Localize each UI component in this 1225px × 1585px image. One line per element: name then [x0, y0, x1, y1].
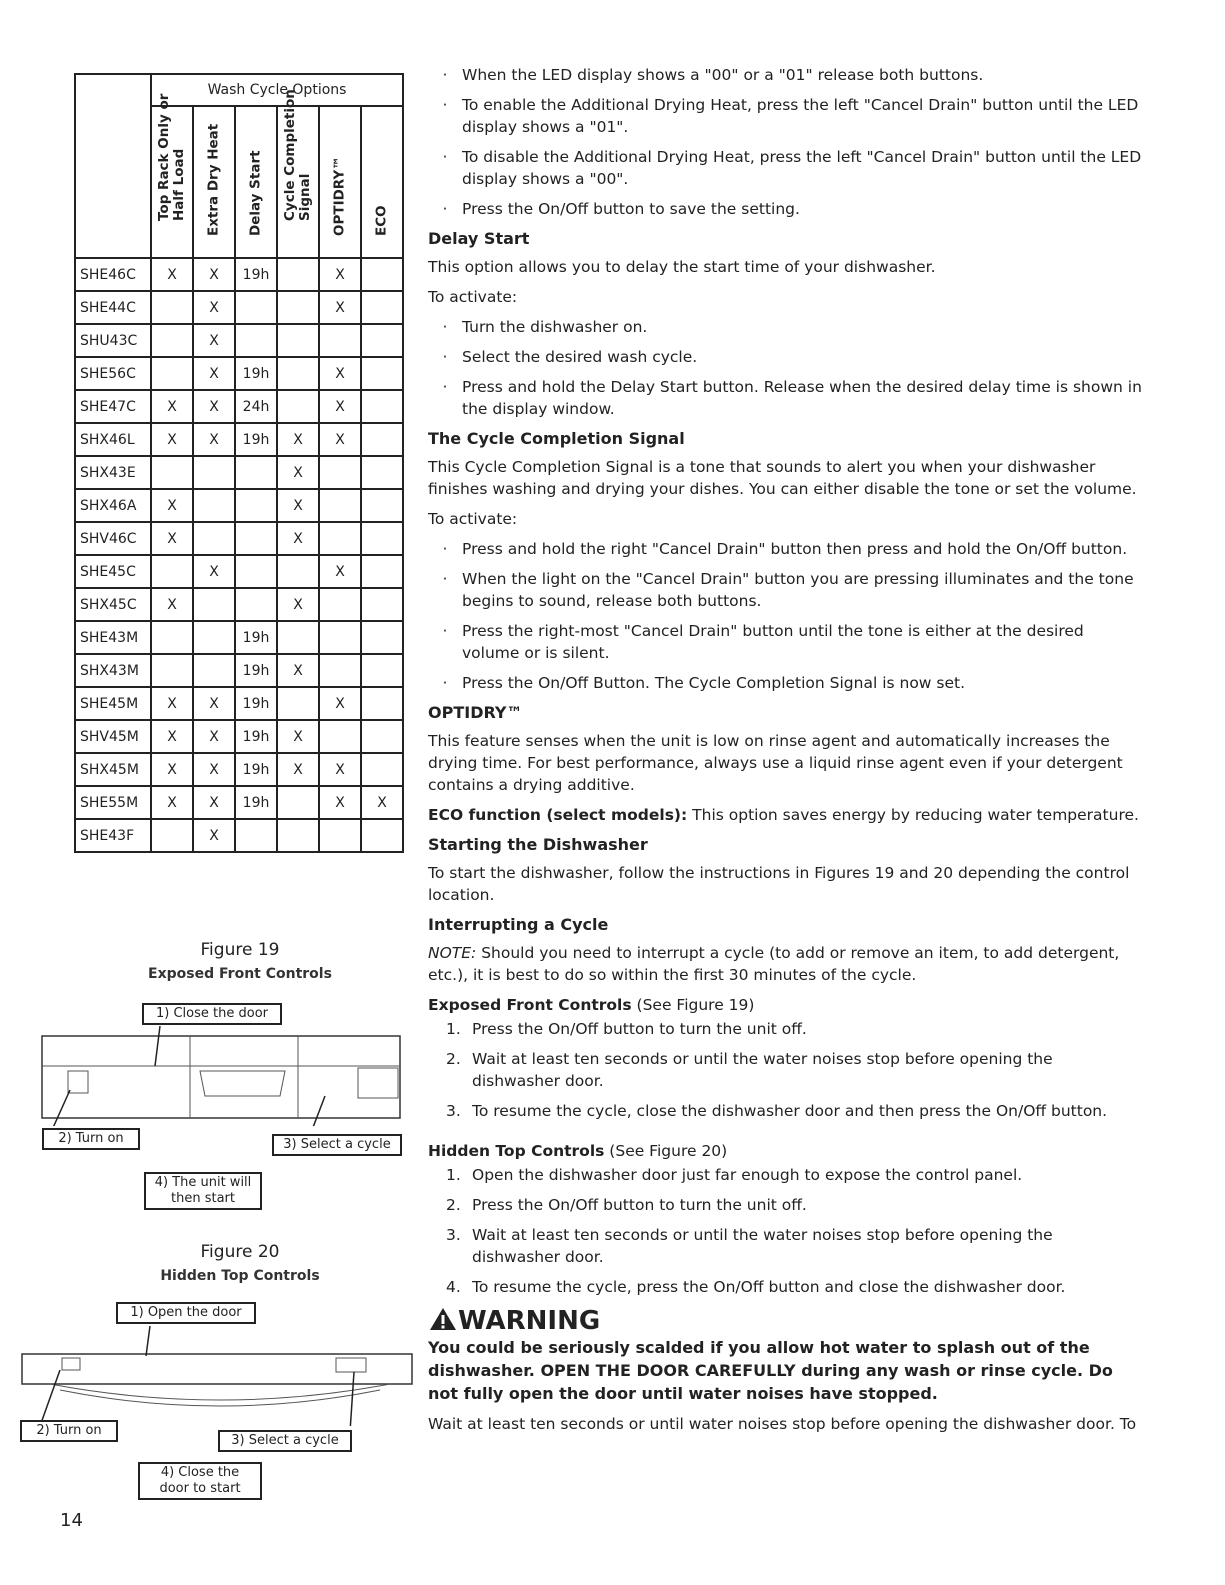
option-cell — [151, 357, 193, 390]
eco-paragraph — [428, 804, 1143, 826]
option-cell — [235, 522, 277, 555]
option-cell — [277, 258, 319, 291]
warning-triangle-icon — [428, 1306, 458, 1332]
option-cell — [277, 555, 319, 588]
option-cell: 19h — [235, 753, 277, 786]
column-header-1: Extra Dry Heat — [193, 106, 235, 258]
table-row — [75, 588, 403, 621]
option-cell: 19h — [235, 654, 277, 687]
hidden-step-2: 2. Press the On/Off button to turn the unit off. — [446, 1196, 807, 1214]
option-cell — [319, 720, 361, 753]
option-cell — [319, 621, 361, 654]
option-cell: X — [277, 654, 319, 687]
option-cell — [193, 654, 235, 687]
column-header-5: ECO — [361, 106, 403, 258]
fig19-callout-unit-starts-line2: then start — [171, 1191, 235, 1206]
option-cell: X — [151, 258, 193, 291]
option-cell: 19h — [235, 687, 277, 720]
figure-19-subtitle: Exposed Front Controls — [148, 966, 332, 982]
option-cell — [235, 489, 277, 522]
option-cell: 19h — [235, 621, 277, 654]
option-cell — [235, 588, 277, 621]
exposed-step-2: 2. Wait at least ten seconds or until the water noises stop before opening the dishwasher door. — [446, 1050, 1053, 1090]
table-row — [75, 291, 403, 324]
table-row — [75, 687, 403, 720]
fig19-callout-select-cycle: 3) Select a cycle — [272, 1134, 402, 1156]
option-cell — [277, 390, 319, 423]
model-cell: SHX46A — [75, 489, 151, 522]
option-cell: X — [193, 819, 235, 852]
option-cell: X — [151, 720, 193, 753]
option-cell — [151, 819, 193, 852]
figure-20-caption — [80, 1242, 400, 1284]
hidden-step-3: 3. Wait at least ten seconds or until the water noises stop before opening the dishwasher door. — [446, 1226, 1053, 1266]
fig20-callout-close-to-start — [138, 1462, 262, 1500]
table-row — [75, 489, 403, 522]
fig19-callout-unit-starts-line1: 4) The unit will — [154, 1175, 252, 1190]
bullet-disable-drying-heat: · To disable the Additional Drying Heat, press the left "Cancel Drain" button until the LED display shows a "00". — [442, 148, 1142, 188]
option-cell — [319, 588, 361, 621]
option-cell: X — [193, 786, 235, 819]
option-cell — [319, 489, 361, 522]
option-cell — [235, 819, 277, 852]
option-cell — [151, 555, 193, 588]
heading-starting-dishwasher: Starting the Dishwasher — [428, 835, 648, 854]
exposed-controls-heading: Exposed Front Controls (See Figure 19) — [428, 996, 755, 1014]
table-row — [75, 390, 403, 423]
option-cell — [151, 291, 193, 324]
option-cell — [361, 324, 403, 357]
figure-19-control-panel-drawing — [40, 1026, 402, 1126]
option-cell: X — [319, 786, 361, 819]
option-cell — [193, 522, 235, 555]
option-cell: X — [361, 786, 403, 819]
option-cell: X — [319, 258, 361, 291]
option-cell — [361, 621, 403, 654]
option-cell — [277, 291, 319, 324]
option-cell — [319, 456, 361, 489]
page-number: 14 — [60, 1510, 83, 1531]
option-cell: X — [193, 423, 235, 456]
option-cell: X — [277, 456, 319, 489]
option-cell: X — [277, 720, 319, 753]
option-cell: 19h — [235, 423, 277, 456]
option-cell — [361, 654, 403, 687]
model-cell: SHV45M — [75, 720, 151, 753]
note-text: Should you need to interrupt a cycle (to add or remove an item, to add detergent, etc.), it is best to do so within the first 30 minutes of the cycle. — [428, 944, 1120, 984]
interrupt-note — [428, 942, 1143, 986]
option-cell — [319, 522, 361, 555]
figure-20-subtitle: Hidden Top Controls — [160, 1268, 320, 1284]
bullet-hold-delay: · Press and hold the Delay Start button. Release when the desired delay time is shown in the display window. — [442, 378, 1142, 418]
option-cell — [319, 324, 361, 357]
heading-optidry: OPTIDRY™ — [428, 703, 523, 722]
option-cell — [193, 489, 235, 522]
option-cell: 19h — [235, 258, 277, 291]
model-cell: SHE45C — [75, 555, 151, 588]
option-cell — [277, 357, 319, 390]
bullet-enable-drying-heat: · To enable the Additional Drying Heat, press the left "Cancel Drain" button until the LED display shows a "01". — [442, 96, 1139, 136]
option-cell: X — [193, 390, 235, 423]
model-cell: SHE45M — [75, 687, 151, 720]
option-cell: X — [277, 423, 319, 456]
fig20-callout-select-cycle: 3) Select a cycle — [218, 1430, 352, 1452]
column-header-2: Delay Start — [235, 106, 277, 258]
model-cell: SHE55M — [75, 786, 151, 819]
model-cell: SHE46C — [75, 258, 151, 291]
fig19-callout-unit-starts — [144, 1172, 262, 1210]
table-corner-cell — [75, 74, 151, 258]
option-cell — [361, 588, 403, 621]
model-cell: SHX45M — [75, 753, 151, 786]
option-cell: 24h — [235, 390, 277, 423]
hidden-step-1: 1. Open the dishwasher door just far enough to expose the control panel. — [446, 1166, 1023, 1184]
instructions-column — [428, 64, 1143, 1443]
bullet-turn-on: · Turn the dishwasher on. — [442, 318, 648, 336]
option-cell — [361, 753, 403, 786]
option-cell: X — [319, 753, 361, 786]
signal-description: This Cycle Completion Signal is a tone that sounds to alert you when your dishwasher finishes washing and drying your dishes. You can either disable the tone or set the volume. — [428, 458, 1137, 498]
option-cell: X — [193, 291, 235, 324]
option-cell — [361, 720, 403, 753]
model-cell: SHE47C — [75, 390, 151, 423]
model-cell: SHE43M — [75, 621, 151, 654]
bullet-save-setting: · Press the On/Off button to save the setting. — [442, 200, 800, 218]
option-cell — [151, 654, 193, 687]
warning-heading: WARNING — [428, 1306, 1143, 1332]
option-cell: X — [193, 324, 235, 357]
option-cell — [235, 555, 277, 588]
exposed-step-3: 3. To resume the cycle, close the dishwasher door and then press the On/Off button. — [446, 1102, 1108, 1120]
option-cell: X — [193, 555, 235, 588]
model-cell: SHX43E — [75, 456, 151, 489]
table-row — [75, 258, 403, 291]
option-cell — [277, 687, 319, 720]
option-cell — [235, 291, 277, 324]
option-cell — [235, 456, 277, 489]
fig20-callout-close-line1: 4) Close the — [160, 1465, 240, 1480]
warning-scald-text: You could be seriously scalded if you allow hot water to splash out of the dishwasher. OPEN THE DOOR CAREFULLY during any wash or rinse cycle. Do not fully open the door until water noises have stopped. — [428, 1338, 1113, 1403]
exposed-step-1: 1. Press the On/Off button to turn the unit off. — [446, 1020, 807, 1038]
starting-description: To start the dishwasher, follow the instructions in Figures 19 and 20 depending the control location. — [428, 864, 1130, 904]
table-row — [75, 357, 403, 390]
model-cell: SHE44C — [75, 291, 151, 324]
column-header-4: OPTIDRY™ — [319, 106, 361, 258]
table-row — [75, 753, 403, 786]
option-cell — [319, 654, 361, 687]
bullet-signal-4: · Press the On/Off Button. The Cycle Completion Signal is now set. — [442, 674, 966, 692]
option-cell: X — [151, 423, 193, 456]
table-body — [75, 258, 403, 852]
hidden-controls-heading: Hidden Top Controls (See Figure 20) — [428, 1142, 728, 1160]
option-cell: X — [193, 753, 235, 786]
model-cell: SHX46L — [75, 423, 151, 456]
eco-description: This option saves energy by reducing water temperature. — [687, 806, 1139, 824]
option-cell — [361, 456, 403, 489]
option-cell — [361, 390, 403, 423]
optidry-description: This feature senses when the unit is low on rinse agent and automatically increases the drying time. For best performance, always use a liquid rinse agent even if your detergent contains a drying additive. — [428, 732, 1123, 794]
table-row — [75, 456, 403, 489]
option-cell — [151, 456, 193, 489]
option-cell — [361, 819, 403, 852]
figure-20-title: Figure 20 — [200, 1242, 280, 1262]
option-cell — [277, 621, 319, 654]
figure-20-control-panel-drawing — [20, 1326, 416, 1426]
option-cell — [361, 522, 403, 555]
table-row — [75, 720, 403, 753]
option-cell — [277, 324, 319, 357]
table-row — [75, 423, 403, 456]
warning-wait-text: Wait at least ten seconds or until water noises stop before opening the dishwasher door. To — [428, 1415, 1137, 1433]
option-cell — [193, 588, 235, 621]
delay-start-activate-label: To activate: — [428, 288, 518, 306]
option-cell — [319, 819, 361, 852]
option-cell — [193, 456, 235, 489]
model-cell: SHX45C — [75, 588, 151, 621]
eco-label: ECO function (select models): — [428, 806, 688, 824]
table-row — [75, 555, 403, 588]
option-cell — [361, 489, 403, 522]
option-cell — [361, 357, 403, 390]
option-cell: X — [319, 357, 361, 390]
model-cell: SHU43C — [75, 324, 151, 357]
fig19-callout-close-door: 1) Close the door — [142, 1003, 282, 1025]
bullet-signal-1: · Press and hold the right "Cancel Drain" button then press and hold the On/Off button. — [442, 540, 1128, 558]
fig20-callout-turn-on: 2) Turn on — [20, 1420, 118, 1442]
option-cell: 19h — [235, 357, 277, 390]
option-cell — [361, 423, 403, 456]
option-cell: X — [319, 291, 361, 324]
column-header-3: Cycle Completion Signal — [277, 106, 319, 258]
option-cell: X — [193, 357, 235, 390]
option-cell: X — [151, 489, 193, 522]
option-cell — [277, 786, 319, 819]
option-cell: X — [151, 753, 193, 786]
option-cell: X — [193, 720, 235, 753]
option-cell: X — [277, 489, 319, 522]
option-cell: X — [319, 555, 361, 588]
fig20-callout-open-door: 1) Open the door — [116, 1302, 256, 1324]
model-cell: SHX43M — [75, 654, 151, 687]
table-row — [75, 522, 403, 555]
option-cell — [235, 324, 277, 357]
table-row — [75, 654, 403, 687]
option-cell: X — [151, 786, 193, 819]
fig20-callout-close-line2: door to start — [159, 1481, 241, 1496]
hidden-step-4: 4. To resume the cycle, press the On/Off button and close the dishwasher door. — [446, 1278, 1066, 1296]
heading-delay-start: Delay Start — [428, 229, 530, 248]
option-cell: X — [277, 753, 319, 786]
option-cell: X — [151, 522, 193, 555]
fig19-callout-turn-on: 2) Turn on — [42, 1128, 140, 1150]
option-cell — [361, 258, 403, 291]
table-row — [75, 786, 403, 819]
delay-start-description: This option allows you to delay the start time of your dishwasher. — [428, 258, 936, 276]
wash-cycle-options-table — [74, 73, 404, 853]
option-cell — [361, 555, 403, 588]
option-cell — [361, 291, 403, 324]
heading-interrupting-cycle: Interrupting a Cycle — [428, 915, 609, 934]
note-label: NOTE: — [428, 944, 477, 962]
option-cell — [193, 621, 235, 654]
model-cell: SHE43F — [75, 819, 151, 852]
option-cell: 19h — [235, 720, 277, 753]
table-row — [75, 324, 403, 357]
option-cell: X — [151, 588, 193, 621]
option-cell: 19h — [235, 786, 277, 819]
column-header-0: Top Rack Only or Half Load — [151, 106, 193, 258]
table-group-header: Wash Cycle Options — [151, 74, 403, 106]
option-cell: X — [319, 687, 361, 720]
model-cell: SHE56C — [75, 357, 151, 390]
option-cell — [151, 324, 193, 357]
option-cell: X — [319, 423, 361, 456]
heading-cycle-completion-signal: The Cycle Completion Signal — [428, 429, 685, 448]
option-cell: X — [151, 687, 193, 720]
model-cell: SHV46C — [75, 522, 151, 555]
option-cell: X — [151, 390, 193, 423]
table-row — [75, 621, 403, 654]
figure-19-caption — [80, 940, 400, 982]
option-cell — [277, 819, 319, 852]
table-row — [75, 819, 403, 852]
option-cell: X — [319, 390, 361, 423]
option-cell: X — [193, 258, 235, 291]
bullet-signal-3: · Press the right-most "Cancel Drain" button until the tone is either at the desired volume or is silent. — [442, 622, 1084, 662]
option-cell: X — [277, 522, 319, 555]
option-cell: X — [193, 687, 235, 720]
option-cell — [361, 687, 403, 720]
bullet-led-release: · When the LED display shows a "00" or a "01" release both buttons. — [442, 66, 984, 84]
signal-activate-label: To activate: — [428, 510, 518, 528]
bullet-signal-2: · When the light on the "Cancel Drain" button you are pressing illuminates and the tone begins to sound, release both buttons. — [442, 570, 1134, 610]
bullet-select-cycle: · Select the desired wash cycle. — [442, 348, 698, 366]
figure-19-title: Figure 19 — [200, 940, 280, 960]
option-cell — [151, 621, 193, 654]
option-cell: X — [277, 588, 319, 621]
